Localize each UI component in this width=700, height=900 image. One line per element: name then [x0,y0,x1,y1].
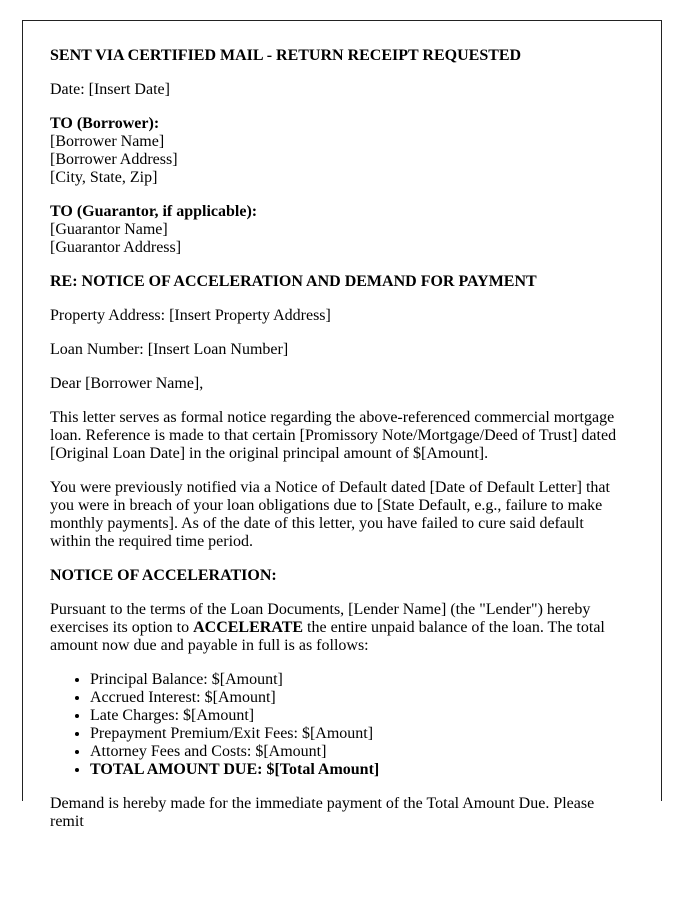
amount-item-attorney-fees: • Attorney Fees and Costs: $[Amount] [90,743,621,761]
date-line: Date: [Insert Date] [50,81,170,98]
borrower-address: [Borrower Address] [50,151,178,168]
salutation: Dear [Borrower Name], [50,375,204,392]
guarantor-label: TO (Guarantor, if applicable): [50,203,258,220]
certified-mail-header: SENT VIA CERTIFIED MAIL - RETURN RECEIPT REQUESTED [50,47,522,64]
acceleration-heading: NOTICE OF ACCELERATION: [50,567,277,584]
letter-frame [22,20,662,830]
guarantor-name: [Guarantor Name] [50,221,168,238]
accelerate-emphasis: ACCELERATE [193,619,304,636]
paragraph-accelerate [50,601,621,655]
accelerate-text-before: Pursuant to the terms of the Loan Documents, [Lender Name] (the "Lender") hereby exercises its option to [50,601,591,636]
borrower-name: [Borrower Name] [50,133,165,150]
demand-line-clipped: Demand is hereby made for the immediate payment of the Total Amount Due. Please remit [50,795,595,830]
borrower-block [50,115,621,187]
amount-item-late-charges: • Late Charges: $[Amount] [90,707,621,725]
amount-item-principal-balance: • Principal Balance: $[Amount] [90,671,621,689]
paragraph-intro: This letter serves as formal notice regarding the above-referenced commercial mortgage loan. Reference is made to that certain [Promissory Note/Mortgage/Deed of Trust] dated [Original Loan Date] in the original principal amount of $[Amount]. [50,409,617,462]
re-subject-line: RE: NOTICE OF ACCELERATION AND DEMAND FOR PAYMENT [50,273,537,290]
amounts-list [50,671,621,779]
amount-item-total-due: • TOTAL AMOUNT DUE: $[Total Amount] [90,761,621,779]
borrower-label: TO (Borrower): [50,115,160,132]
property-address-line: Property Address: [Insert Property Address] [50,307,331,324]
paragraph-default-notice: You were previously notified via a Notice of Default dated [Date of Default Letter] that you were in breach of your loan obligations due to [State Default, e.g., failure to make monthly payments]. As of the date of this letter, you have failed to cure said default within the required time period. [50,479,610,550]
guarantor-block [50,203,621,257]
loan-number-line: Loan Number: [Insert Loan Number] [50,341,289,358]
guarantor-address: [Guarantor Address] [50,239,182,256]
amount-item-accrued-interest: • Accrued Interest: $[Amount] [90,689,621,707]
borrower-city-state-zip: [City, State, Zip] [50,169,158,186]
amount-item-prepayment-premium: • Prepayment Premium/Exit Fees: $[Amount] [90,725,621,743]
accelerate-text-after: the entire unpaid balance of the loan. The total amount now due and payable in full is as follows: [50,619,605,654]
